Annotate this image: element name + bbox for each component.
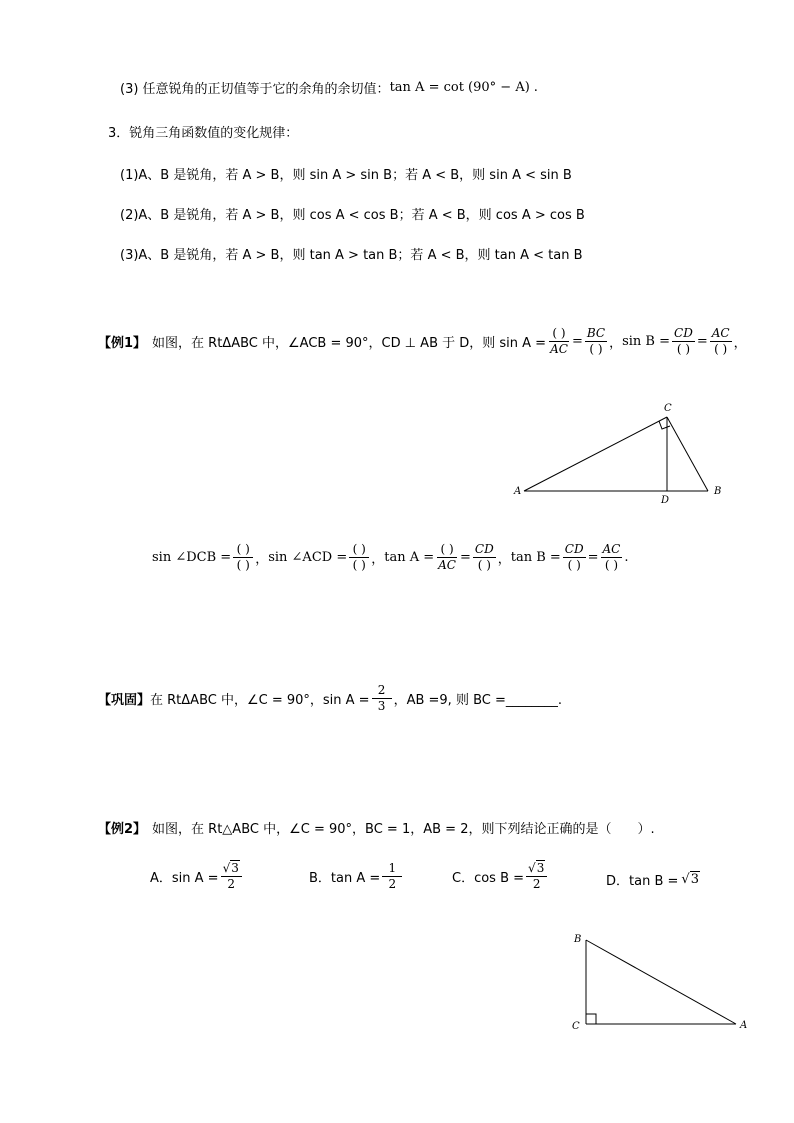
- blank[interactable]: ( ): [236, 558, 250, 573]
- blank[interactable]: ( ): [567, 558, 581, 573]
- triangle-figure-1: [510, 398, 730, 508]
- blank[interactable]: ( ): [437, 543, 457, 558]
- radicand: 3: [536, 861, 545, 875]
- consolidation-tag: 【巩固】: [98, 693, 151, 709]
- blank[interactable]: ( ): [589, 342, 603, 357]
- denominator: 2: [532, 877, 541, 892]
- denominator: 3: [377, 699, 386, 714]
- tanB-label: tan B =: [510, 550, 561, 566]
- example1-line2: [152, 543, 629, 572]
- blank[interactable]: ( ): [676, 342, 691, 357]
- equals: =: [696, 334, 708, 350]
- radicand: 3: [690, 872, 699, 887]
- sinB-label: sin B =: [622, 334, 671, 350]
- option-C-label: C．cos B =: [452, 871, 525, 887]
- seg-AC: AC: [602, 542, 621, 556]
- identity-end: .: [533, 80, 538, 95]
- blank[interactable]: ( ): [714, 342, 728, 357]
- consolidation-text1: 在 RtΔABC 中，∠C = 90°，sin A =: [150, 693, 370, 709]
- comma: ，: [733, 336, 747, 352]
- example2-tag: 【例2】: [98, 822, 147, 837]
- consolidation-exercise: [98, 684, 562, 713]
- frac-optB: [382, 862, 402, 891]
- frac-sinB-2: [710, 327, 732, 356]
- frac-two-thirds: [372, 684, 392, 713]
- option-D[interactable]: [606, 870, 700, 889]
- frac-sinACD: [349, 543, 369, 572]
- comma: ，: [609, 336, 623, 352]
- label-D: D: [661, 495, 670, 506]
- seg-CD: CD: [474, 542, 494, 556]
- blank[interactable]: ( ): [604, 558, 619, 573]
- consolidation-text2: ，AB =9, 则 BC =________.: [393, 693, 563, 709]
- example2-statement: [98, 818, 655, 837]
- example2-text: 如图，在 Rt△ABC 中，∠C = 90°，BC = 1，AB = 2，则下列结论正确的是（ ）.: [152, 822, 655, 837]
- option-A-label: A．sin A =: [150, 871, 219, 887]
- rule-tan: (3)A、B 是锐角，若 A > B，则 tan A > tan B；若 A < B，则 tan A < tan B: [120, 248, 583, 263]
- period: .: [624, 550, 629, 566]
- blank[interactable]: ( ): [349, 543, 369, 558]
- numerator: 1: [382, 862, 402, 877]
- triangle-figure-2: [566, 928, 756, 1038]
- sqrt-optD: √3: [681, 872, 699, 887]
- seg-AC: AC: [438, 558, 456, 573]
- example1-statement: [98, 327, 747, 356]
- option-C[interactable]: [452, 862, 549, 891]
- denominator: 2: [388, 877, 397, 892]
- rule-sin: (1)A、B 是锐角，若 A > B，则 sin A > sin B；若 A < B，则 sin A < sin B: [120, 168, 572, 183]
- denominator: 2: [227, 877, 236, 892]
- option-B-label: B．tan A =: [309, 871, 381, 887]
- rule-cos: (2)A、B 是锐角，若 A > B，则 cos A < cos B；若 A < B，则 cos A > cos B: [120, 208, 585, 223]
- comma: ，: [255, 552, 269, 568]
- label-C: C: [572, 1021, 580, 1032]
- blank[interactable]: ( ): [352, 558, 366, 573]
- label-A: A: [740, 1020, 748, 1031]
- radicand: 3: [231, 861, 239, 875]
- option-B[interactable]: [309, 862, 404, 891]
- equals: =: [460, 550, 471, 566]
- tanA-label: tan A =: [384, 550, 435, 566]
- equals: =: [587, 550, 599, 566]
- frac-tanB-2: [601, 543, 623, 572]
- frac-sinB-1: [672, 327, 695, 356]
- frac-sinA-1: [548, 327, 570, 356]
- seg-BC: BC: [586, 326, 606, 340]
- label-C: C: [664, 403, 672, 414]
- frac-optC: $\frac{√3}{2}$: [526, 862, 547, 891]
- blank[interactable]: ( ): [549, 327, 569, 342]
- label-B: B: [714, 486, 722, 497]
- example1-text: 如图，在 RtΔABC 中，∠ACB = 90°，CD ⊥ AB 于 D，则 sin A =: [152, 336, 547, 352]
- seg-CD: CD: [564, 542, 584, 556]
- frac-sinA-2: [585, 327, 607, 356]
- identity-line: [120, 78, 538, 97]
- numerator: 2: [372, 684, 392, 699]
- blank[interactable]: ( ): [477, 558, 491, 573]
- equals: =: [571, 334, 583, 350]
- seg-AC: AC: [550, 342, 568, 357]
- comma: ，: [497, 552, 511, 568]
- frac-optA: $\frac{√3}{2}$: [221, 862, 242, 891]
- comma: ，: [371, 552, 385, 568]
- label-B: B: [574, 934, 582, 945]
- sinDCB-label: sin ∠DCB =: [152, 550, 232, 566]
- label-A: A: [514, 486, 522, 497]
- sinACD-label: sin ∠ACD =: [268, 550, 348, 566]
- rules-heading: 3．锐角三角函数值的变化规律：: [108, 126, 299, 141]
- seg-AC: AC: [711, 326, 730, 340]
- option-A[interactable]: [150, 862, 244, 891]
- option-D-label: D．tan B =: [606, 874, 679, 889]
- frac-tanA-1: [436, 543, 458, 572]
- identity-label: (3) 任意锐角的正切值等于它的余角的余切值：: [120, 82, 390, 97]
- seg-CD: CD: [674, 326, 693, 340]
- identity-formula: tan A = cot (90° − A): [389, 80, 530, 95]
- example1-tag: 【例1】: [98, 336, 147, 352]
- frac-tanB-1: [563, 543, 586, 572]
- frac-tanA-2: [473, 543, 496, 572]
- blank[interactable]: ( ): [233, 543, 253, 558]
- frac-sinDCB: [233, 543, 253, 572]
